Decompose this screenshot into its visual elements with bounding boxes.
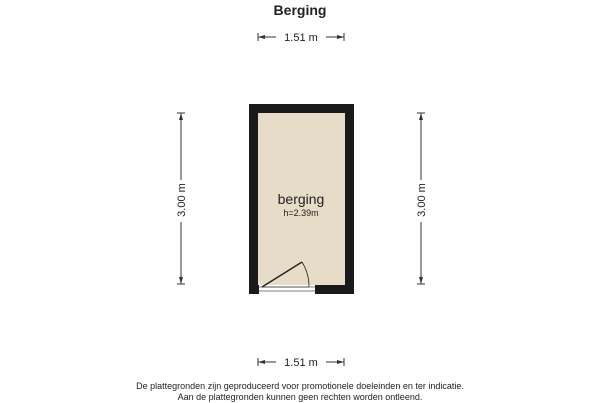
dimension-left-label: 3.00 m: [176, 183, 188, 217]
disclaimer-line-2: Aan de plattegronden kunnen geen rechten worden ontleend.: [177, 392, 423, 402]
page-title: Berging: [273, 2, 327, 18]
dimension-top-label: 1.51 m: [284, 32, 318, 44]
dimension-right-label: 3.00 m: [416, 183, 428, 217]
room-height: h=2.39m: [283, 208, 319, 218]
door-opening: [259, 285, 315, 294]
room-name: berging: [277, 191, 325, 207]
dimension-bottom-label: 1.51 m: [284, 357, 318, 369]
disclaimer-line-1: De plattegronden zijn geproduceerd voor promotionele doeleinden en ter indicatie.: [136, 381, 464, 391]
